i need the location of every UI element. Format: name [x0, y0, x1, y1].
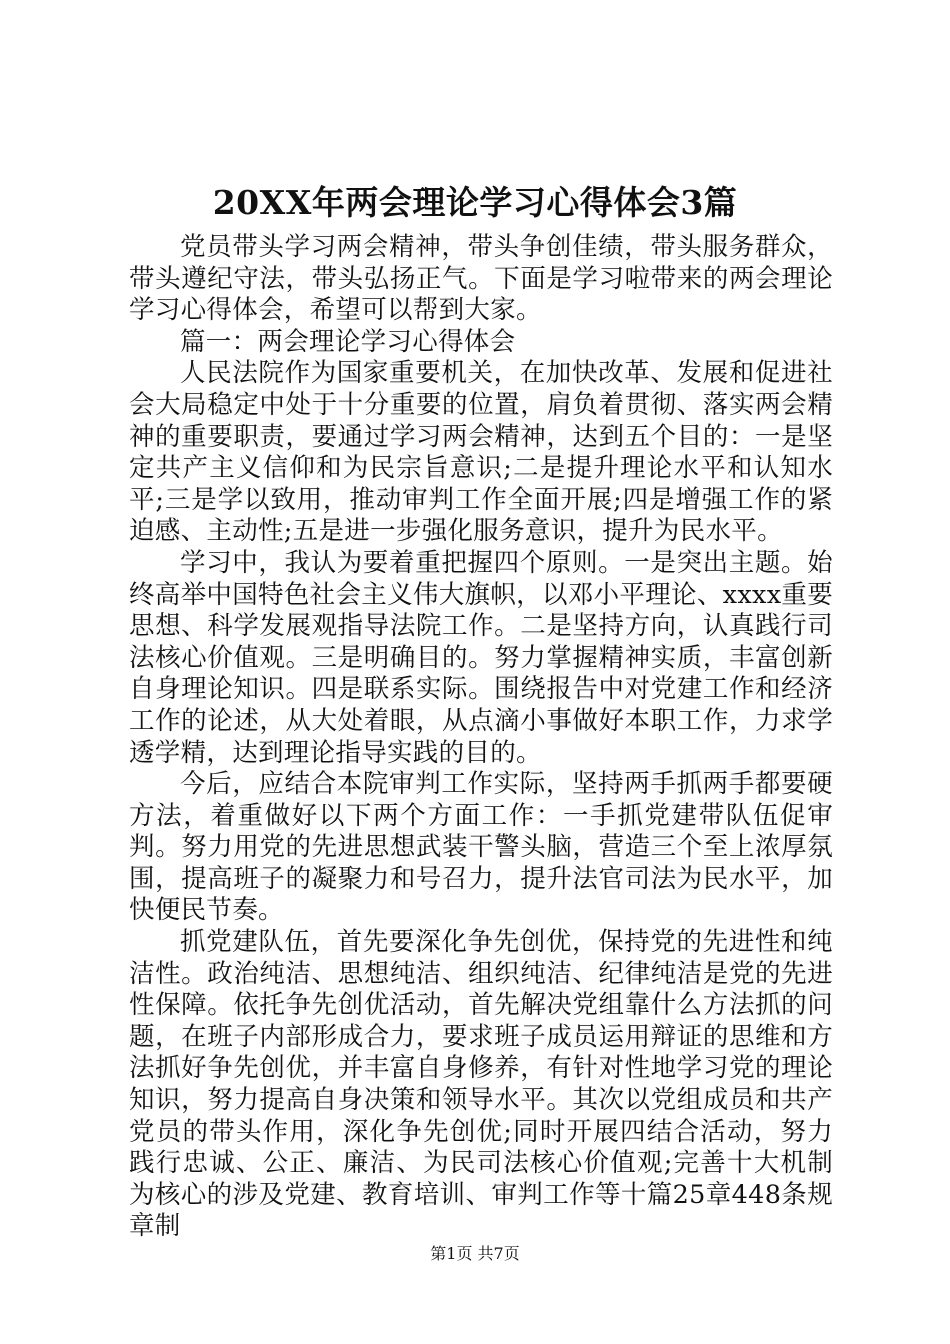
paragraph-section-heading: 篇一：两会理论学习心得体会: [180, 326, 516, 357]
page-footer: 第1页 共7页: [430, 1244, 520, 1263]
paragraph-future-work: 今后，应结合本院审判工作实际，坚持两手抓两手都要硬方法，着重做好以下两个方面工作：一手抓党建带队伍促审判。努力用党的先进思想武装干警头脑，营造三个至上浓厚氛围，提高班子的凝聚力和号召力，提升法官司法为民水平，加快便民节奏。: [129, 769, 833, 926]
paragraph-party-building: 抓党建队伍，首先要深化争先创优，保持党的先进性和纯洁性。政治纯洁、思想纯洁、组织纯洁、纪律纯洁是党的先进性保障。依托争先创优活动，首先解决党组靠什么方法抓的问题，在班子内部形成合力，要求班子成员运用辩证的思维和方法抓好争先创优，并丰富自身修养，有针对性地学习党的理论知识，努力提高自身决策和领导水平。其次以党组成员和共产党员的带头作用，深化争先创优;同时开展四结合活动，努力践行忠诚、公正、廉洁、为民司法核心价值观;完善十大机制为核心的涉及党建、教育培训、审判工作等十篇25章448条规章制: [129, 927, 833, 1242]
paragraph-intro: 党员带头学习两会精神，带头争创佳绩，带头服务群众，带头遵纪守法，带头弘扬正气。下面是学习啦带来的两会理论学习心得体会，希望可以帮到大家。: [129, 232, 833, 326]
document-body: [129, 232, 833, 1243]
document-title: 20XX年两会理论学习心得体会3篇: [212, 183, 738, 222]
paragraph-court-role: 人民法院作为国家重要机关，在加快改革、发展和促进社会大局稳定中处于十分重要的位置，肩负着贯彻、落实两会精神的重要职责，要通过学习两会精神，达到五个目的：一是坚定共产主义信仰和为民宗旨意识;二是提升理论水平和认知水平;三是学以致用，推动审判工作全面开展;四是增强工作的紧迫感、主动性;五是进一步强化服务意识，提升为民水平。: [129, 358, 833, 547]
paragraph-principles: 学习中，我认为要着重把握四个原则。一是突出主题。始终高举中国特色社会主义伟大旗帜，以邓小平理论、xxxx重要思想、科学发展观指导法院工作。二是坚持方向，认真践行司法核心价值观。三是明确目的。努力掌握精神实质，丰富创新自身理论知识。四是联系实际。围绕报告中对党建工作和经济工作的论述，从大处着眼，从点滴小事做好本职工作，力求学透学精，达到理论指导实践的目的。: [129, 547, 833, 768]
